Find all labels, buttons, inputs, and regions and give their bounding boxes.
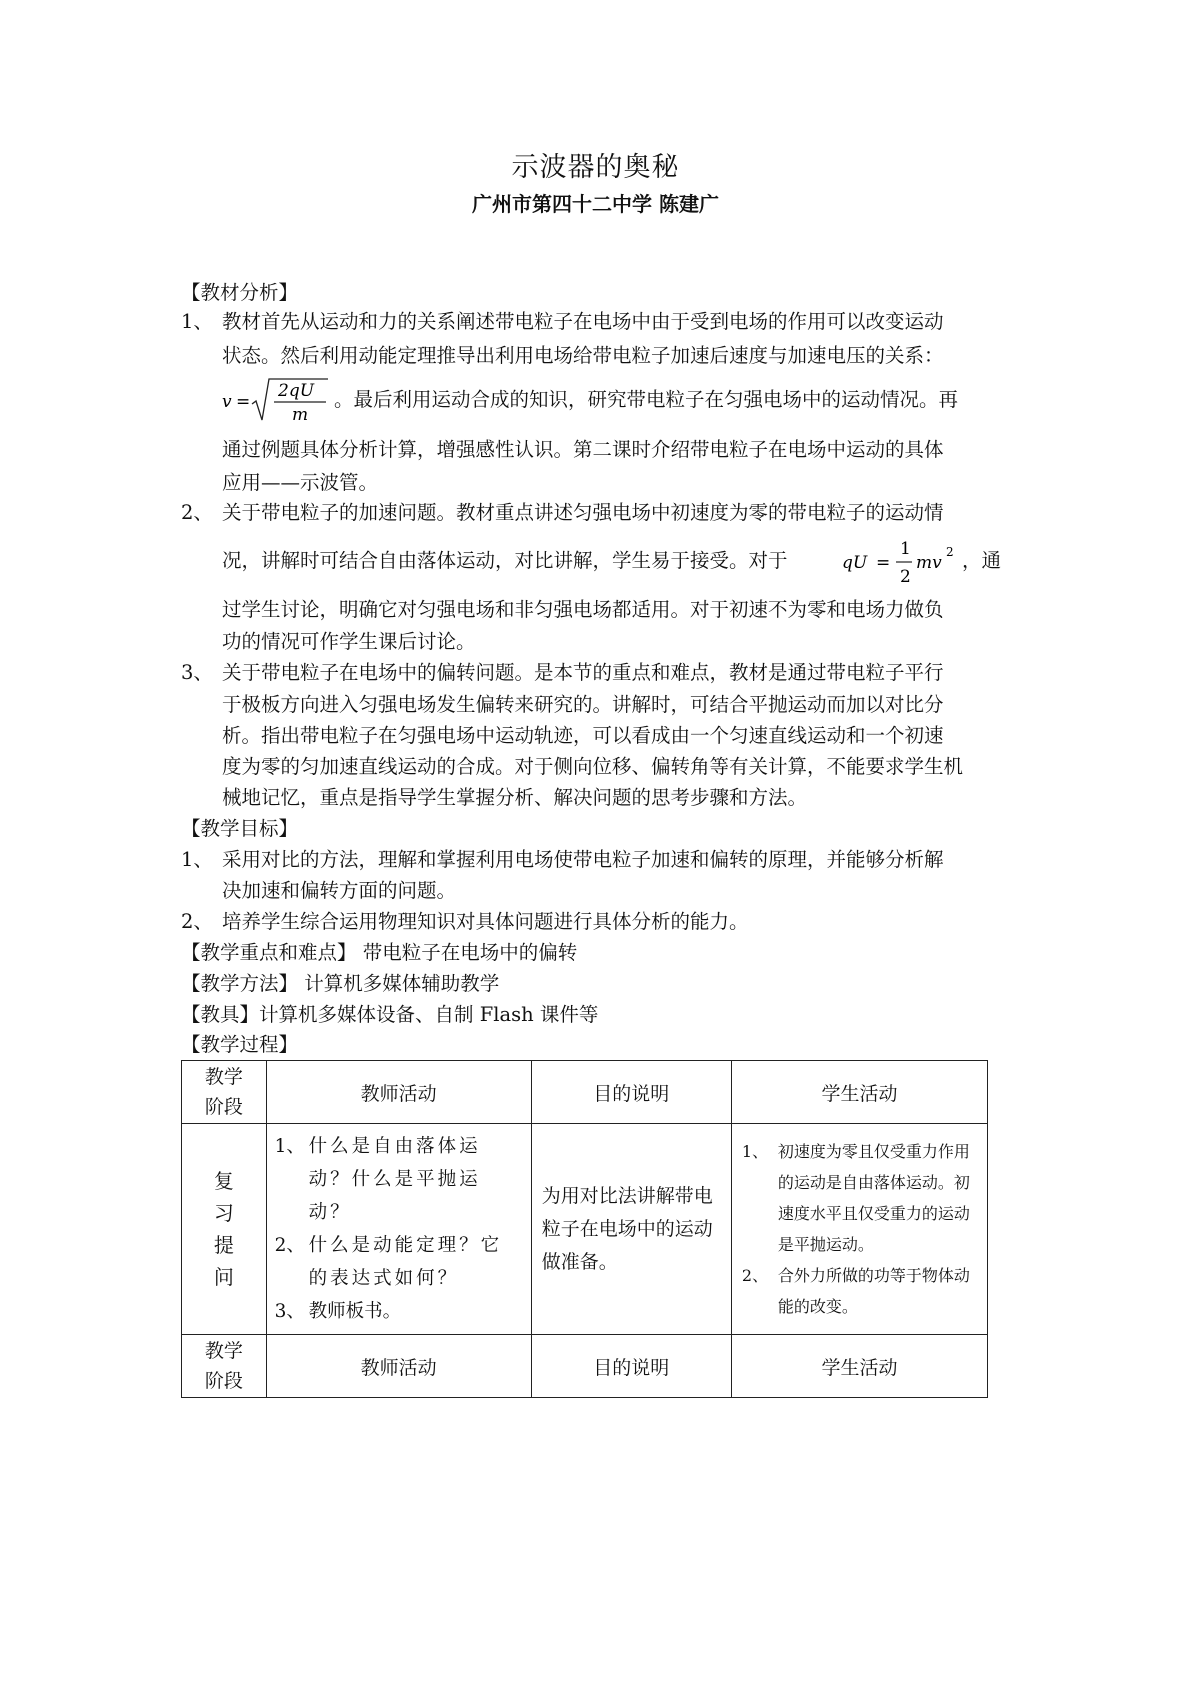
focus-text: 带电粒子在电场中的偏转	[362, 941, 578, 964]
goals-item1-number: 1、	[181, 848, 213, 871]
analysis-item3-line5: 械地记忆，重点是指导学生掌握分析、解决问题的思考步骤和方法。	[222, 786, 808, 809]
analysis-item1-line1: 教材首先从运动和力的关系阐述带电粒子在电场中由于受到电场的作用可以改变运动	[222, 310, 944, 333]
process-heading: 【教学过程】	[181, 1033, 299, 1056]
table-header-row	[182, 1061, 988, 1124]
goals-item2-number: 2、	[181, 910, 213, 933]
stage-header-line2: 阶段	[204, 1096, 243, 1118]
method-line	[181, 970, 499, 998]
formula1-numerator: 2qU	[278, 381, 315, 401]
analysis-item3-line1: 关于带电粒子在电场中的偏转问题。是本节的重点和难点，教材是通过带电粒子平行	[222, 661, 944, 684]
tools-heading: 【教具】	[181, 1003, 260, 1026]
energy-formula	[842, 536, 962, 588]
focus-line	[181, 939, 577, 967]
stage-char: 问	[213, 1265, 234, 1289]
teacher-header-cell: 教师活动	[266, 1061, 531, 1124]
stage-header-line1: 教学	[204, 1340, 243, 1362]
student-item-text: 初速度为零且仅受重力作用的运动是自由落体运动。初速度水平且仅受重力的运动是平抛运动。	[777, 1142, 970, 1254]
analysis-heading: 【教材分析】	[181, 281, 299, 304]
analysis-item2-line1: 关于带电粒子的加速问题。教材重点讲述匀强电场中初速度为零的带电粒子的运动情	[222, 501, 944, 524]
analysis-item1-line5: 应用——示波管。	[222, 471, 379, 494]
stage-header-cell	[182, 1335, 267, 1398]
teacher-activity-cell	[266, 1124, 531, 1335]
purpose-cell	[531, 1124, 731, 1335]
analysis-item2-line2: 况，讲解时可结合自由落体运动，对比讲解，学生易于接受。对于	[222, 549, 788, 572]
goals-item2-line1: 培养学生综合运用物理知识对具体问题进行具体分析的能力。	[222, 910, 749, 933]
student-item-number: 2、	[741, 1266, 769, 1285]
analysis-item1-line3: 。最后利用运动合成的知识，研究带电粒子在匀强电场中的运动情况。再	[334, 388, 959, 411]
table-header-row-repeat	[182, 1335, 988, 1398]
method-heading: 【教学方法】	[181, 972, 299, 995]
analysis-item3-line4: 度为零的匀加速直线运动的合成。对于侧向位移、偏转角等有关计算，不能要求学生机	[222, 755, 964, 778]
teacher-item-number: 1、	[274, 1136, 305, 1157]
student-activity-cell	[731, 1124, 987, 1335]
goals-item1-line1: 采用对比的方法，理解和掌握利用电场使带电粒子加速和偏转的原理，并能够分析解	[222, 848, 944, 871]
tools-text: 计算机多媒体设备、自制 Flash 课件等	[259, 1003, 599, 1026]
student-header-cell: 学生活动	[731, 1335, 987, 1398]
teacher-item-number: 3、	[274, 1301, 305, 1322]
formula2-rhs: mv	[916, 553, 942, 573]
purpose-text: 为用对比法讲解带电粒子在电场中的运动做准备。	[541, 1184, 713, 1273]
stage-header-line2: 阶段	[204, 1370, 243, 1392]
formula2-lhs: qU	[842, 553, 868, 573]
focus-heading: 【教学重点和难点】	[181, 941, 357, 964]
analysis-item1-line4: 通过例题具体分析计算，增强感性认识。第二课时介绍带电粒子在电场中运动的具体	[222, 438, 944, 461]
tools-line	[181, 1001, 598, 1029]
method-text: 计算机多媒体辅助教学	[304, 972, 500, 995]
teacher-item-text: 什么是动能定理？它的表达式如何？	[308, 1235, 503, 1289]
formula2-exponent: 2	[946, 545, 954, 559]
teacher-item	[275, 1130, 523, 1229]
analysis-item3-line2: 于极板方向进入匀强电场发生偏转来研究的。讲解时，可结合平抛运动而加以对比分	[222, 693, 944, 716]
goals-item1-line2: 决加速和偏转方面的问题。	[222, 879, 457, 902]
stage-char: 习	[213, 1201, 234, 1225]
analysis-item3-number: 3、	[181, 661, 213, 684]
goals-heading: 【教学目标】	[181, 817, 299, 840]
stage-header-line1: 教学	[204, 1066, 243, 1088]
teacher-item-number: 2、	[274, 1235, 305, 1256]
teacher-item	[275, 1229, 523, 1295]
analysis-item2-line4: 功的情况可作学生课后讨论。	[222, 630, 476, 653]
teacher-item	[275, 1295, 523, 1328]
purpose-header-cell: 目的说明	[531, 1061, 731, 1124]
page-title: 示波器的奥秘	[511, 152, 680, 183]
formula2-numerator: 1	[900, 539, 911, 559]
student-item-number: 1、	[741, 1142, 769, 1161]
analysis-item1-line2: 状态。然后利用动能定理推导出利用电场给带电粒子加速后速度与加速电压的关系：	[222, 344, 944, 367]
student-header-cell: 学生活动	[731, 1061, 987, 1124]
analysis-item3-line3: 析。指出带电粒子在匀强电场中运动轨迹，可以看成由一个匀速直线运动和一个初速	[222, 724, 944, 747]
stage-header-cell	[182, 1061, 267, 1124]
teaching-process-table	[181, 1060, 988, 1398]
formula1-lhs: v	[222, 392, 232, 412]
table-row	[182, 1124, 988, 1335]
teacher-header-cell: 教师活动	[266, 1335, 531, 1398]
formula1-denominator: m	[292, 405, 309, 425]
analysis-item1-number: 1、	[181, 310, 213, 333]
formula2-eq: =	[876, 553, 891, 573]
formula2-denominator: 2	[900, 567, 911, 587]
stage-char: 提	[213, 1233, 234, 1257]
stage-char: 复	[213, 1169, 234, 1193]
stage-cell-review	[182, 1124, 267, 1335]
analysis-item2-line2-end: ，通	[962, 549, 1002, 572]
teacher-item-text: 什么是自由落体运动？什么是平抛运动？	[308, 1136, 481, 1223]
author-line: 广州市第四十二中学 陈建广	[472, 192, 719, 216]
analysis-item2-line3: 过学生讨论，明确它对匀强电场和非匀强电场都适用。对于初速不为零和电场力做负	[222, 598, 944, 621]
student-item-text: 合外力所做的功等于物体动能的改变。	[777, 1266, 970, 1316]
teacher-item-text: 教师板书。	[308, 1301, 402, 1322]
purpose-header-cell: 目的说明	[531, 1335, 731, 1398]
velocity-formula	[222, 376, 330, 426]
formula1-eq: =	[236, 392, 251, 412]
student-item	[738, 1136, 981, 1260]
analysis-item2-number: 2、	[181, 501, 213, 524]
student-item	[738, 1260, 981, 1322]
